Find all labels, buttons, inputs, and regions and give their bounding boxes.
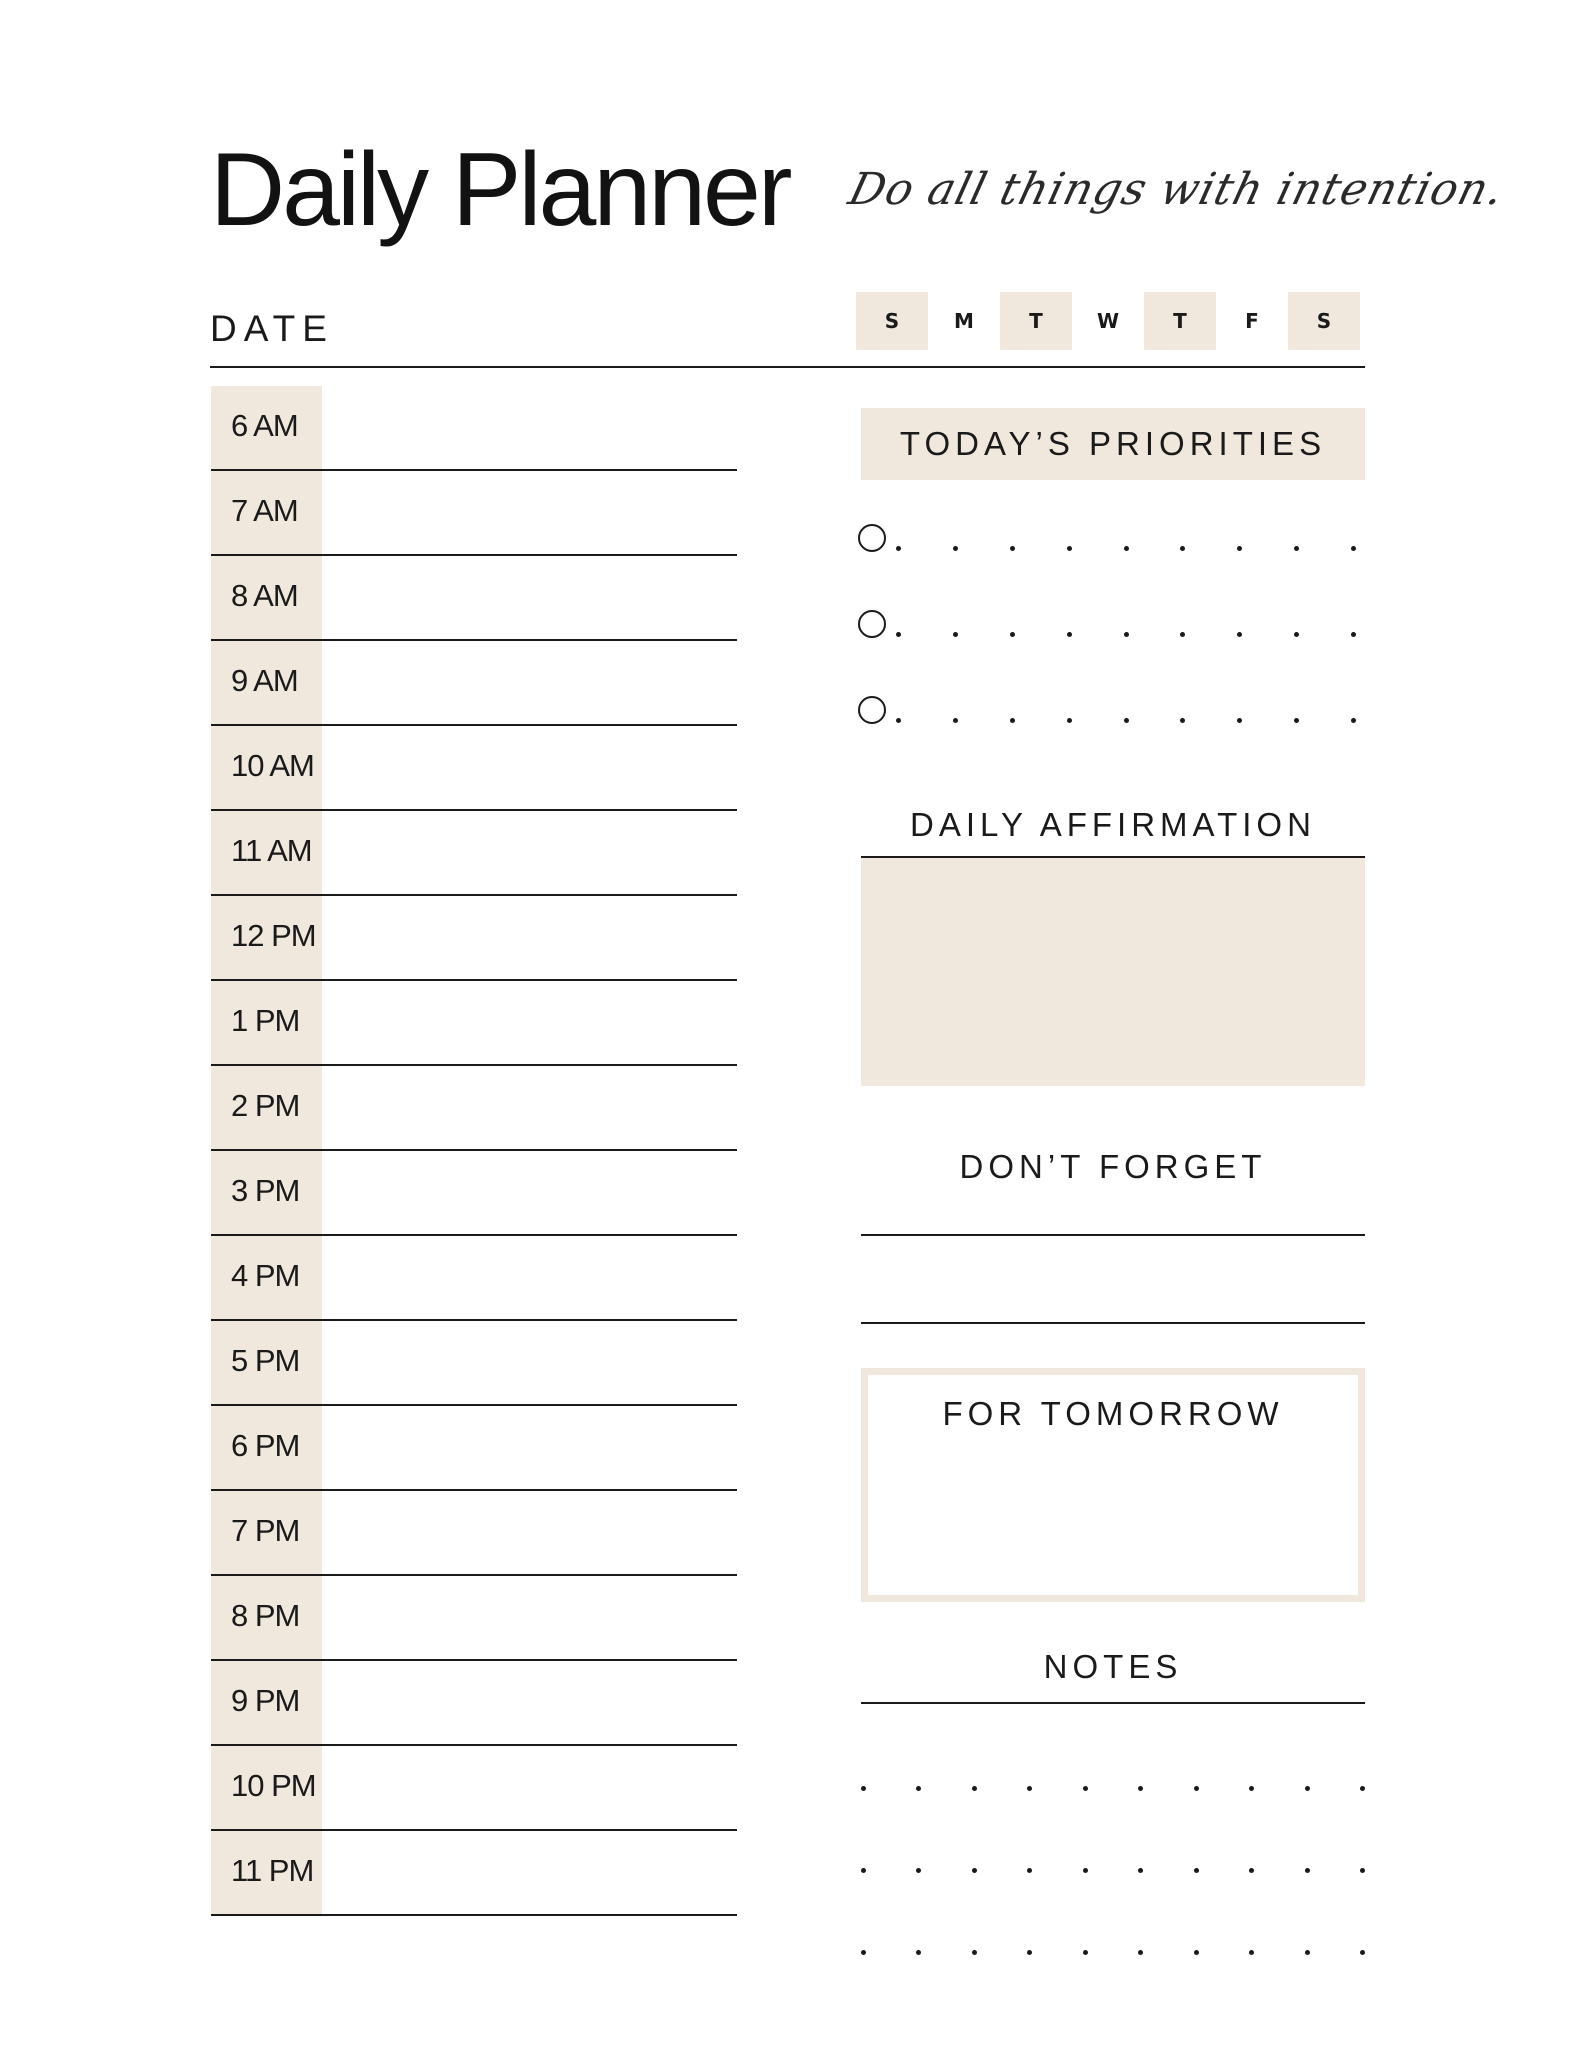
dot [1351, 632, 1356, 637]
weekday-5[interactable]: F [1245, 309, 1259, 333]
dot [1194, 1868, 1199, 1873]
time-slot-row[interactable] [211, 1236, 737, 1321]
dot [1249, 1868, 1254, 1873]
time-cell [211, 386, 322, 469]
time-label: 7 PM [231, 1513, 300, 1548]
header-divider [210, 366, 1365, 368]
tagline: Do all things with intention. [843, 164, 1510, 215]
time-cell [211, 1066, 322, 1149]
weekday-0[interactable]: S [856, 292, 928, 350]
time-cell [211, 471, 322, 554]
date-label: DATE [210, 308, 334, 349]
time-slot-row[interactable] [211, 1321, 737, 1406]
priority-row [858, 524, 1368, 564]
dont-forget-line-2[interactable] [861, 1322, 1365, 1324]
dot [1083, 1950, 1088, 1955]
dot [1194, 1950, 1199, 1955]
dot [953, 546, 958, 551]
time-slot-row[interactable] [211, 1576, 737, 1661]
priority-dotted-line[interactable] [896, 718, 1356, 726]
notes-dotted-line[interactable] [861, 1786, 1365, 1794]
dot [1010, 718, 1015, 723]
time-slot-row[interactable] [211, 811, 737, 896]
time-label: 2 PM [231, 1088, 300, 1123]
weekday-4[interactable]: T [1144, 292, 1216, 350]
priority-checkbox[interactable] [858, 610, 886, 638]
dot [1124, 718, 1129, 723]
time-slot-row[interactable] [211, 556, 737, 641]
dot [1194, 1786, 1199, 1791]
dot [916, 1868, 921, 1873]
dot [1294, 632, 1299, 637]
dont-forget-heading: DON’T FORGET [959, 1148, 1267, 1185]
time-cell [211, 556, 322, 639]
priorities-heading: TODAY’S PRIORITIES [861, 408, 1365, 480]
time-label: 6 PM [231, 1428, 300, 1463]
time-cell [211, 896, 322, 979]
time-label: 11 AM [231, 833, 312, 868]
dot [1180, 546, 1185, 551]
time-cell [211, 641, 322, 724]
time-label: 4 PM [231, 1258, 300, 1293]
dot [1180, 718, 1185, 723]
time-label: 3 PM [231, 1173, 300, 1208]
time-cell [211, 1491, 322, 1574]
dot [1237, 632, 1242, 637]
dot [916, 1950, 921, 1955]
dot [1305, 1950, 1310, 1955]
time-label: 8 AM [231, 578, 298, 613]
dot [1294, 546, 1299, 551]
affirmation-heading: DAILY AFFIRMATION [910, 806, 1316, 843]
dot [1305, 1786, 1310, 1791]
time-slot-row[interactable] [211, 896, 737, 981]
dot [972, 1950, 977, 1955]
dot [1249, 1950, 1254, 1955]
dot [896, 546, 901, 551]
time-slot-row[interactable] [211, 1661, 737, 1746]
time-slot-row[interactable] [211, 386, 737, 471]
time-cell [211, 1406, 322, 1489]
dot [1083, 1786, 1088, 1791]
time-slot-row[interactable] [211, 726, 737, 811]
time-cell [211, 726, 322, 809]
weekday-selector [856, 292, 1360, 350]
priority-dotted-line[interactable] [896, 546, 1356, 554]
dot [861, 1786, 866, 1791]
dot [1083, 1868, 1088, 1873]
weekday-1[interactable]: M [954, 309, 974, 333]
dot [972, 1868, 977, 1873]
time-slot-row[interactable] [211, 641, 737, 726]
for-tomorrow-box[interactable] [861, 1368, 1365, 1602]
dot [1360, 1868, 1365, 1873]
priority-row [858, 696, 1368, 736]
dot [953, 632, 958, 637]
time-slot-row[interactable] [211, 1406, 737, 1491]
dot [1360, 1950, 1365, 1955]
time-cell [211, 1831, 322, 1914]
dot [861, 1950, 866, 1955]
dot [1010, 632, 1015, 637]
notes-divider [861, 1702, 1365, 1704]
dot [861, 1868, 866, 1873]
time-slot-row[interactable] [211, 1746, 737, 1831]
time-label: 10 AM [231, 748, 314, 783]
dot [1067, 718, 1072, 723]
time-slot-row[interactable] [211, 981, 737, 1066]
hourly-schedule [211, 386, 737, 1916]
dot [1237, 546, 1242, 551]
time-slot-row[interactable] [211, 1151, 737, 1236]
dot [972, 1786, 977, 1791]
time-cell [211, 811, 322, 894]
time-cell [211, 1321, 322, 1404]
time-cell [211, 1661, 322, 1744]
priority-checkbox[interactable] [858, 524, 886, 552]
notes-dotted-line[interactable] [861, 1950, 1365, 1958]
time-cell [211, 1576, 322, 1659]
weekday-3[interactable]: W [1096, 309, 1120, 333]
time-cell [211, 981, 322, 1064]
priority-row [858, 610, 1368, 650]
dot [1360, 1786, 1365, 1791]
time-cell [211, 1236, 322, 1319]
dot [896, 632, 901, 637]
dot [1124, 632, 1129, 637]
dot [896, 718, 901, 723]
time-slot-row[interactable] [211, 1066, 737, 1151]
notes-heading: NOTES [1043, 1648, 1183, 1685]
dot [916, 1786, 921, 1791]
dot [1067, 632, 1072, 637]
dot [1138, 1950, 1143, 1955]
page-title: Daily Planner [210, 132, 790, 248]
time-label: 12 PM [231, 918, 316, 953]
time-slot-row[interactable] [211, 1831, 737, 1916]
dot [1138, 1786, 1143, 1791]
time-label: 10 PM [231, 1768, 316, 1803]
priority-checkbox[interactable] [858, 696, 886, 724]
dot [1351, 546, 1356, 551]
dot [1067, 546, 1072, 551]
dot [1027, 1868, 1032, 1873]
time-cell [211, 1151, 322, 1234]
weekday-6[interactable]: S [1288, 292, 1360, 350]
dot [953, 718, 958, 723]
dot [1124, 546, 1129, 551]
time-label: 5 PM [231, 1343, 300, 1378]
weekday-2[interactable]: T [1000, 292, 1072, 350]
time-label: 1 PM [231, 1003, 300, 1038]
for-tomorrow-heading: FOR TOMORROW [942, 1395, 1284, 1432]
dot [1351, 718, 1356, 723]
dont-forget-line-1[interactable] [861, 1234, 1365, 1236]
time-label: 7 AM [231, 493, 298, 528]
priority-dotted-line[interactable] [896, 632, 1356, 640]
time-label: 9 PM [231, 1683, 300, 1718]
dot [1138, 1868, 1143, 1873]
dot [1294, 718, 1299, 723]
time-slot-row[interactable] [211, 1491, 737, 1576]
time-slot-row[interactable] [211, 471, 737, 556]
dot [1027, 1786, 1032, 1791]
time-label: 11 PM [231, 1853, 314, 1888]
notes-dotted-line[interactable] [861, 1868, 1365, 1876]
dot [1027, 1950, 1032, 1955]
time-cell [211, 1746, 322, 1829]
dot [1249, 1786, 1254, 1791]
dot [1305, 1868, 1310, 1873]
time-label: 6 AM [231, 408, 298, 443]
dot [1180, 632, 1185, 637]
affirmation-box[interactable] [861, 858, 1365, 1086]
dot [1237, 718, 1242, 723]
dot [1010, 546, 1015, 551]
time-label: 9 AM [231, 663, 298, 698]
time-label: 8 PM [231, 1598, 300, 1633]
